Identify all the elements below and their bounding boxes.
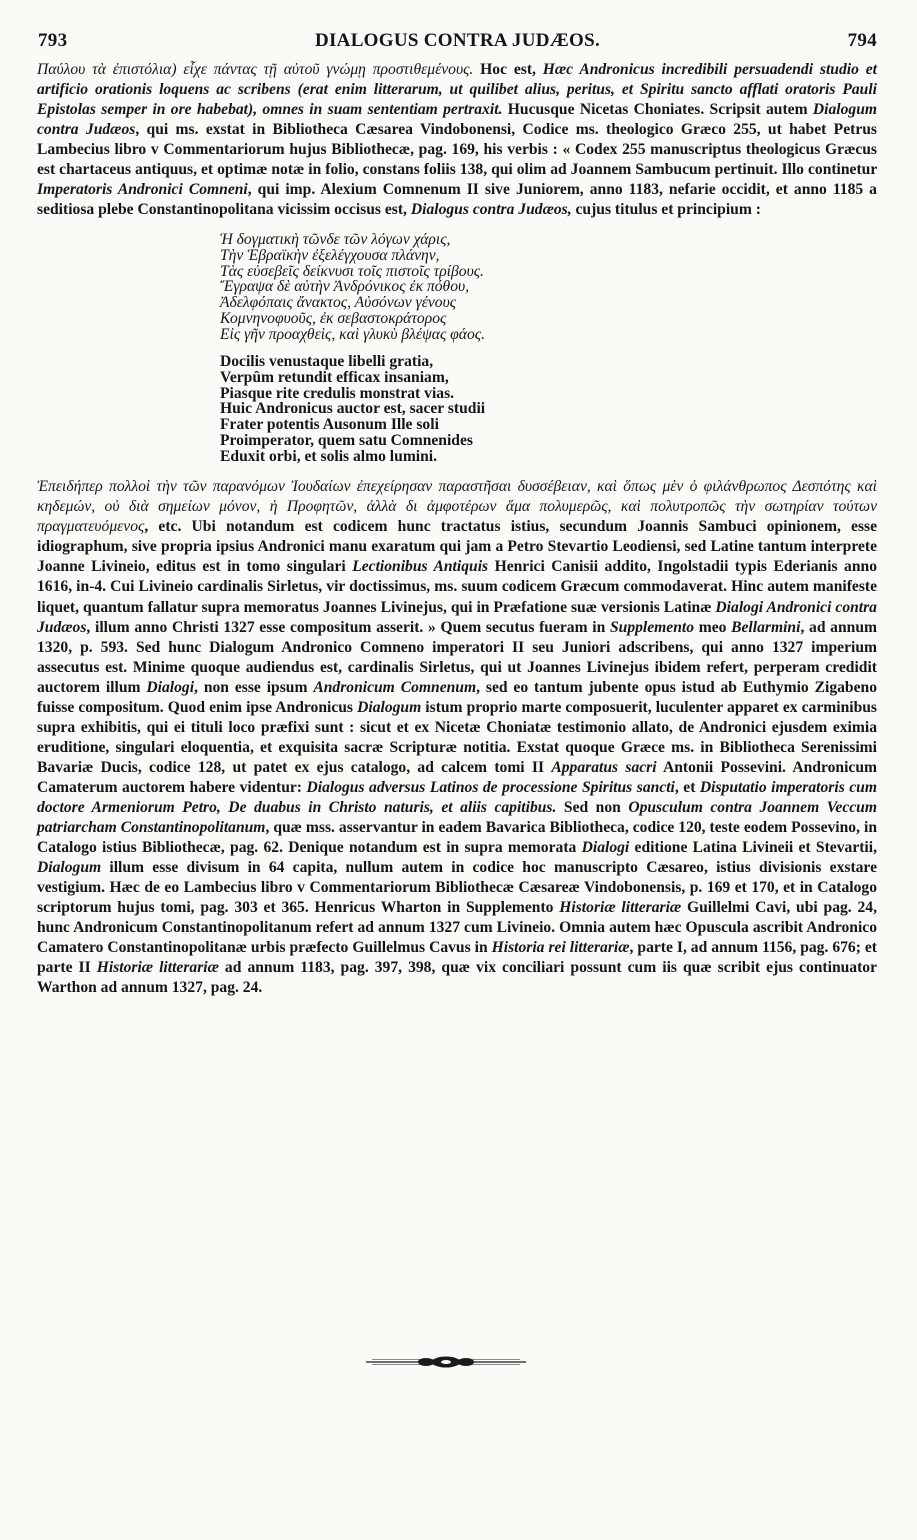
paragraph-intro bbox=[37, 60, 877, 220]
page-number-right: 794 bbox=[847, 30, 877, 51]
italic-title: Dialogus contra Judæos, bbox=[410, 201, 572, 219]
italic-title: Historiæ litterariæ bbox=[559, 899, 682, 917]
greek-verses bbox=[220, 232, 877, 342]
running-header bbox=[38, 30, 877, 54]
verse-line: Κομνηνοφυοῦς, ἐκ σεβαστοκράτορος bbox=[220, 309, 447, 327]
verse-line: Τὴν Ἑβραϊκὴν ἐξελέγχουσα πλάνην, bbox=[220, 247, 440, 265]
italic-title: Disputatio imperatoris cum doctore Armeniorum Petro, De duabus in Christo naturis, et aliis capitibus. bbox=[37, 778, 877, 816]
text-run: , qui ms. exstat in Bibliotheca Cæsarea Vindobonensi, Codice ms. theologico Græco 255, ut habet Petrus Lambecius libro v Commentariorum hujus Bibliothecæ, pag. 169, his verbis : « Codex 255 manuscriptus theologicus Græcus est chartaceus antiquus, et optimæ notæ in folio, constans foliis 138, qui olim ad Joannem Sambucum pertinuit. Illo continetur bbox=[37, 121, 877, 179]
text-run: , ad annum 1320, p. 593. Sed hunc Dialogum Andronico Comneno imperatori II seu Juniori adscribens, qui anno 1327 imperium assecutus est. Minime quoque audiendus est, cardinalis Sirletus, qui ut Joannes Livinejus ibidem refert, perperam credidit auctorem illum bbox=[37, 618, 877, 696]
text-run: Hucusque Nicetas Choniates. Scripsit autem bbox=[502, 101, 813, 119]
verse-line: Τὰς εὐσεβεῖς δείκνυσι τοῖς πιστοῖς τρίβους. bbox=[220, 262, 484, 280]
text-run: , etc. Ubi notandum est codicem hunc tractatus istius, secundum Joannis Sambuci opinionem, esse idiographum, sive propria ipsius Andronici manu exaratum qui jam a Petro Stevartio Leodiensi, sed Latine tantum interprete Joanne Livineio, editus est in tomo singulari bbox=[37, 518, 877, 576]
text-run: Antonii Possevini. Andronicum Camaterum auctorem habere videntur: bbox=[37, 758, 877, 796]
page-number-left: 793 bbox=[38, 30, 68, 51]
text-run: , parte I, ad annum 1156, pag. 676; et parte II bbox=[37, 939, 878, 977]
text-run: editione Latina Livineii et Stevartii, bbox=[629, 839, 877, 857]
italic-title: Dialogum bbox=[37, 859, 102, 877]
italic-title: Apparatus sacri bbox=[551, 758, 657, 776]
verse-line: Εἰς γῆν προαχθεὶς, καὶ γλυκὺ βλέψας φάος. bbox=[220, 325, 486, 343]
italic-title: Dialogus adversus Latinos de processione Spiritus sancti bbox=[306, 778, 675, 796]
italic-title: Dialogum bbox=[357, 698, 422, 716]
text-run: , qui imp. Alexium Comnenum II sive Juniorem, anno 1183, nefarie occidit, et anno 1185 a seditiosa plebe Constantinopolitana vicissim occisus est, bbox=[37, 181, 877, 219]
text-run: , et bbox=[674, 778, 700, 796]
greek-incipit: Ἐπειδήπερ πολλοὶ τὴν τῶν παρανόμων Ἰουδαίων ἐπεχείρησαν παραστῆσαι δυσσέβειαν, καὶ ὅπως μὲν ὁ φιλάνθρωπος Δεσπότης καὶ κηδεμών, οὐ διὰ σημείων μόνον, ἡ Προφητῶν, ἀλλὰ δι ἀμφοτέρων ἅμα πολυμερῶς, καὶ πολυτροπῶς τὴν σωτηρίαν τούτων πραγματευόμενος bbox=[37, 478, 877, 536]
italic-title: Dialogum contra Judæos bbox=[37, 101, 877, 139]
text-run: illum esse divisum in 64 capita, nullum autem in codice hoc manuscripto Cæsareo, istius divisionis exstare vestigium. Hæc de eo Lambecius libro v Commentariorum Bibliothecæ Cæsareæ Vindobonensis, p. 169 et 170, et in Catalogo scriptorum hujus tomi, pag. 303 et 365. Henricus Wharton in Supplemento bbox=[37, 859, 877, 917]
text-run: , quæ mss. asservantur in eadem Bavarica Bibliotheca, codice 120, teste eodem Possevino, in Catalogo istius Bibliothecæ, pag. 62. Denique notandum est in supra memorata bbox=[37, 819, 877, 857]
text-run: Guillelmi Cavi, ubi pag. 24, hunc Andronicum Constantinopolitanum refert ad annum 1327 cum Livineio. Omnia autem hæc Opuscula ascribit Andronico Camatero Constantinopolitanæ urbis præfecto Guillelmus Cavus in bbox=[37, 899, 877, 957]
text-run: , non esse ipsum bbox=[194, 678, 314, 696]
verse-block bbox=[220, 232, 877, 464]
paragraph-commentary bbox=[37, 477, 877, 998]
italic-title: Opusculum contra Joannem Veccum patriarcham Constantinopolitanum bbox=[37, 798, 877, 837]
text-run: ad annum 1183, pag. 397, 398, quæ vix conciliari possunt cum iis quæ scribit ejus continuator Warthon ad annum 1327, pag. 24. bbox=[37, 959, 878, 997]
verse-line: Ἀδελφόπαις ἄνακτος, Αὐσόνων γένους bbox=[220, 294, 457, 312]
italic-title: Historiæ litterariæ bbox=[96, 959, 219, 977]
verse-line: Verpûm retundit efficax insaniam, bbox=[220, 369, 449, 386]
text-run: , illum anno Christi 1327 esse compositum asserit. » Quem secutus fueram in bbox=[86, 618, 610, 636]
verse-line: Frater potentis Ausonum Ille soli bbox=[220, 416, 439, 434]
verse-line: Eduxit orbi, et solis almo lumini. bbox=[220, 447, 438, 465]
verse-line: Piasque rite credulis monstrat vias. bbox=[220, 384, 455, 402]
verse-line: Ἔγραψα δὲ αὐτὴν Ἀνδρόνικος ἐκ πόθου, bbox=[220, 278, 470, 296]
italic-title: Dialogi Andronici contra Judæos bbox=[37, 598, 877, 636]
verse-line: Ἡ δογματικὴ τῶνδε τῶν λόγων χάρις, bbox=[220, 231, 451, 249]
verse-line: Docilis venustaque libelli gratia, bbox=[220, 353, 434, 371]
text-run: cujus titulus et principium : bbox=[571, 201, 761, 219]
italic-translation: Hæc Andronicus incredibili persuadendi studio et artificio orationis loquens ac scribens (erat enim litterarum, ut quilibet alius, peritus, et Spiritu sancto afflati oratoris Pauli Epistolas semper in ore habebat), omnes in suam sententiam pertraxit. bbox=[37, 61, 877, 119]
italic-title: Dialogi bbox=[146, 678, 195, 696]
italic-title: Dialogi bbox=[581, 839, 630, 857]
italic-title: Imperatoris Andronici Comneni bbox=[37, 181, 248, 199]
italic-title: Bellarmini bbox=[731, 618, 801, 636]
text-run: istum proprio marte composuerit, luculenter apparet ex carminibus supra exhibitis, qui ei tituli loco præfixi sunt : sicut et ex Nicetæ Choniatæ testimonio allato, de Andronici ejusdem eximia eruditione, singulari eloquentia, et exquisita sacræ Scripturæ notitia. Exstat quoque Græce ms. in Bibliotheca Serenissimi Bavariæ Ducis, codice 128, ut patet ex ejus catalogo, ad calcem tomi II bbox=[37, 698, 877, 776]
italic-title: Lectionibus Antiquis bbox=[352, 558, 489, 576]
text-body bbox=[37, 60, 877, 998]
latin-verses bbox=[220, 354, 877, 464]
verse-line: Proimperator, quem satu Comnenides bbox=[220, 431, 473, 449]
text-run: Sed non bbox=[556, 798, 629, 816]
italic-title: Historia rei litterariæ bbox=[491, 939, 630, 957]
text-run: meo bbox=[694, 618, 732, 636]
verse-line: Huic Andronicus auctor est, sacer studii bbox=[220, 400, 486, 418]
running-title: DIALOGUS CONTRA JUDÆOS. bbox=[314, 30, 601, 51]
printer-ornament-icon bbox=[366, 1355, 526, 1369]
text-run: , sed eo tantum jubente opus istud ab Euthymio Zigabeno fuisse compositum. Quod enim ipse Andronicus bbox=[37, 678, 877, 716]
greek-quote: Παύλου τὰ ἐπιστόλια) εἶχε πάντας τῇ αὐτοῦ γνώμῃ προστιθεμένους. bbox=[37, 61, 481, 78]
italic-title: Supplemento bbox=[609, 618, 695, 636]
text-run: Hoc est, bbox=[480, 61, 543, 78]
text-run: Henrici Canisii addito, Ingolstadii typis Ederianis anno 1616, in-4. Cui Livineio cardinalis Sirletus, vir doctissimus, ms. suum codicem Græcum commodaverat. Hinc autem manifeste liquet, quantum fallatur supra memoratus Joannes Livinejus, qui in Præfatione suæ versionis Latinæ bbox=[37, 558, 877, 616]
italic-name: Andronicum Comnenum bbox=[313, 678, 477, 696]
